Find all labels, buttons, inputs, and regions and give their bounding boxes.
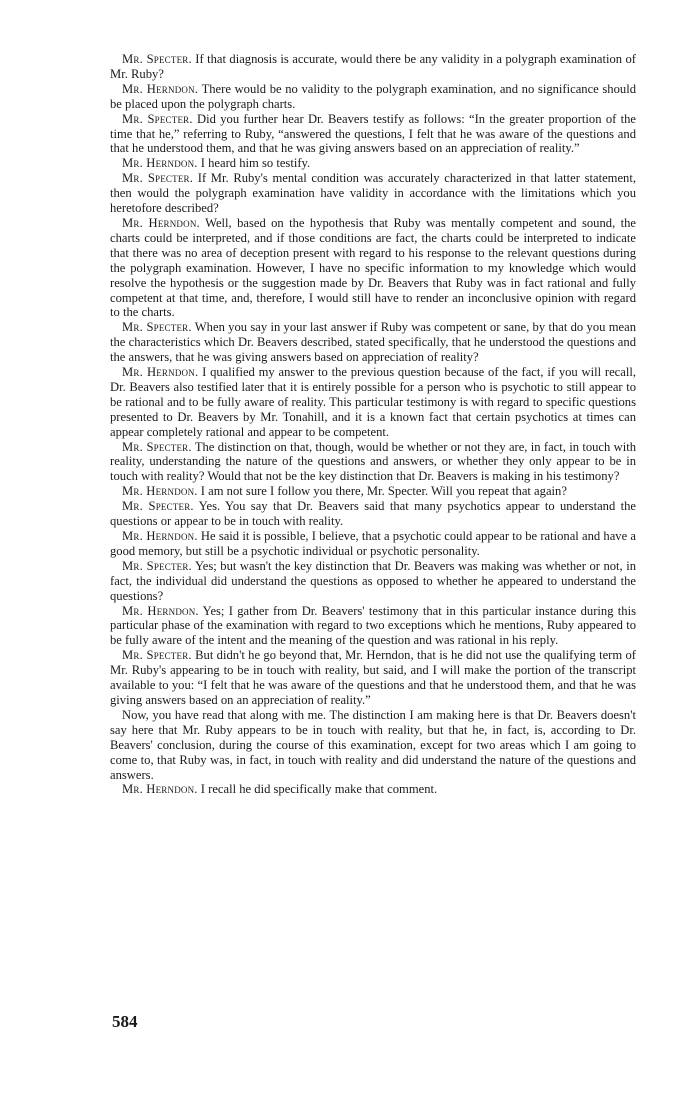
testimony-paragraph [110, 365, 636, 440]
testimony-paragraph [110, 559, 636, 604]
paragraph-text: Now, you have read that along with me. The distinction I am making here is that Dr. Beavers doesn't say here that Mr. Ruby appears to be in touch with reality, but that he, in fact, is, according to Dr. Beavers' conclusion, during the course of this examination, except for two areas which I am going to come to, that Ruby was, in fact, in touch with reality and did understand the nature of the questions and answers. [110, 707, 636, 782]
testimony-paragraph [110, 82, 636, 112]
paragraph-text: When you say in your last answer if Ruby was competent or sane, by that do you mean the characteristics which Dr. Beavers described, stated specifically, that he understood the questions and the answers, that he was giving answers based on appreciation of reality? [110, 320, 636, 365]
paragraph-text: I heard him so testify. [200, 156, 311, 171]
speaker-label: Mr. Herndon. [122, 81, 199, 96]
testimony-paragraph [110, 529, 636, 559]
paragraph-text: Well, based on the hypothesis that Ruby was mentally competent and sound, the charts could be interpreted, and if those conditions are fact, the charts could be interpreted to indicate that there was no area of deception present with regard to his response to the relevant questions during the polygraph examination. However, I have no specific information to my knowledge which would resolve the hypothesis or the suggestion made by Dr. Beavers that Ruby was in fact rational and fully competent at that time, and, therefore, I would still have to render an inconclusive opinion with regard to the charts. [110, 215, 637, 320]
testimony-paragraph [110, 52, 636, 82]
speaker-label: Mr. Specter. [122, 558, 192, 573]
speaker-label: Mr. Herndon. [122, 156, 198, 171]
speaker-label: Mr. Herndon. [122, 529, 198, 543]
paragraph-text: I recall he did specifically make that comment. [200, 782, 438, 797]
testimony-paragraph [110, 499, 636, 529]
speaker-label: Mr. Specter. [122, 111, 193, 126]
paragraph-text: I am not sure I follow you there, Mr. Specter. Will you repeat that again? [200, 484, 567, 499]
testimony-paragraph [110, 604, 636, 649]
paragraph-text: He said it is possible, I believe, that a psychotic could appear to be rational and have a good memory, but still be a psychotic individual or psychotic personality. [110, 529, 636, 558]
speaker-label: Mr. Specter. [122, 52, 192, 66]
speaker-label: Mr. Specter. [122, 439, 192, 454]
testimony-paragraph [110, 156, 636, 171]
testimony-paragraph [110, 708, 636, 783]
paragraph-text: The distinction on that, though, would be whether or not they are, in fact, in touch with reality, understanding the nature of the questions and answers, or whether they only appear to be in touch with reality? Would that not be the key distinction that Dr. Beavers is making in his testimony? [110, 439, 636, 484]
paragraph-text: Yes; I gather from Dr. Beavers' testimony that in this particular instance during this particular phase of the examination with regard to two exceptions which he mentions, Ruby appeared to be fully aware of the intent and the meaning of the question and was rational in his reply. [110, 603, 636, 648]
testimony-paragraph [110, 440, 636, 485]
paragraph-text: If that diagnosis is accurate, would there be any validity in a polygraph examination of Mr. Ruby? [110, 52, 636, 81]
testimony-paragraph [110, 216, 636, 320]
testimony-paragraph [110, 782, 636, 797]
speaker-label: Mr. Specter. [122, 648, 192, 663]
paragraph-text: Yes. You say that Dr. Beavers said that many psychotics appear to understand the questions or appear to be in touch with reality. [110, 499, 636, 529]
paragraph-text: I qualified my answer to the previous question because of the fact, if you will recall, Dr. Beavers also testified later that it is entirely possible for a person who is psychotic to still appear to be rational and to be fully aware of reality. This particular testimony is with regard to specific questions presented to Dr. Beavers by Mr. Tonahill, and it is a known fact that certain psychotics at times can appear completely rational and appear to be competent. [110, 365, 637, 439]
speaker-label: Mr. Herndon. [122, 215, 200, 230]
transcript-page [110, 52, 636, 797]
testimony-paragraph [110, 171, 636, 216]
speaker-label: Mr. Herndon. [122, 484, 198, 499]
testimony-paragraph [110, 648, 636, 708]
speaker-label: Mr. Herndon. [122, 782, 198, 797]
paragraph-text: If Mr. Ruby's mental condition was accurately characterized in that latter statement, then would the polygraph examination have validity in accordance with the limitations which you heretofore described? [110, 171, 636, 216]
speaker-label: Mr. Herndon. [122, 365, 199, 380]
testimony-paragraph [110, 484, 636, 499]
testimony-paragraph [110, 112, 636, 157]
speaker-label: Mr. Herndon. [122, 603, 199, 618]
speaker-label: Mr. Specter. [122, 499, 194, 514]
paragraph-text: But didn't he go beyond that, Mr. Herndon, that is he did not use the qualifying term of Mr. Ruby's appearing to be in touch with reality, but said, and I will make the portion of the transcript available to you: “I felt that he was aware of the questions and that he understood them, and that he was giving answers based on an appreciation of reality.” [110, 648, 636, 707]
speaker-label: Mr. Specter. [122, 320, 192, 335]
paragraph-text: Did you further hear Dr. Beavers testify as follows: “In the greater proportion of the time that he,” referring to Ruby, “answered the questions, I felt that he was aware of the questions and that he understood them, and that he was giving answers based on an appreciation of reality.” [110, 111, 636, 156]
paragraph-text: Yes; but wasn't the key distinction that Dr. Beavers was making was whether or not, in fact, the individual did understand the questions as opposed to whether he appeared to understand the questions? [110, 558, 636, 603]
paragraph-text: There would be no validity to the polygraph examination, and no significance should be placed upon the polygraph charts. [110, 81, 636, 111]
page-number: 584 [112, 1012, 138, 1031]
testimony-paragraph [110, 320, 636, 365]
speaker-label: Mr. Specter. [122, 171, 194, 186]
